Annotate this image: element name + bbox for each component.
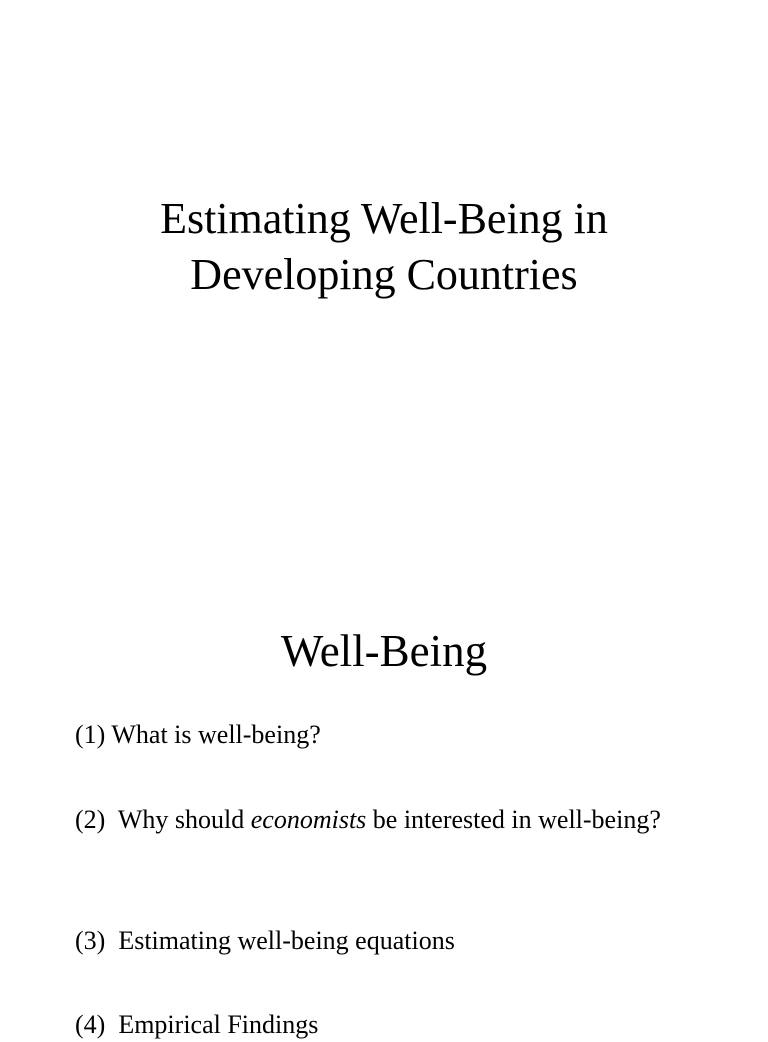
- item-text-after: be interested in well-being?: [372, 805, 661, 834]
- presentation-title: [0, 191, 768, 303]
- outline-item-2: [75, 802, 675, 837]
- item-text: Estimating well-being equations: [118, 926, 455, 955]
- outline-item-3: [75, 923, 675, 958]
- item-text: Empirical Findings: [118, 1010, 319, 1039]
- item-text: What is well-being?: [111, 720, 321, 749]
- outline-item-1: [75, 717, 675, 752]
- item-number: (2): [75, 805, 106, 834]
- item-number: (3): [75, 926, 106, 955]
- item-number: (4): [75, 1010, 106, 1039]
- outline-item-4: [75, 1007, 675, 1042]
- item-text-before: Why should: [117, 805, 245, 834]
- outline-slide: [0, 580, 768, 1039]
- title-line-2: Developing Countries: [190, 250, 578, 299]
- item-number: (1): [75, 720, 106, 749]
- title-line-1: Estimating Well-Being in: [160, 194, 608, 243]
- item-emphasis: economists: [250, 805, 367, 834]
- slide-heading: Well-Being: [280, 626, 488, 676]
